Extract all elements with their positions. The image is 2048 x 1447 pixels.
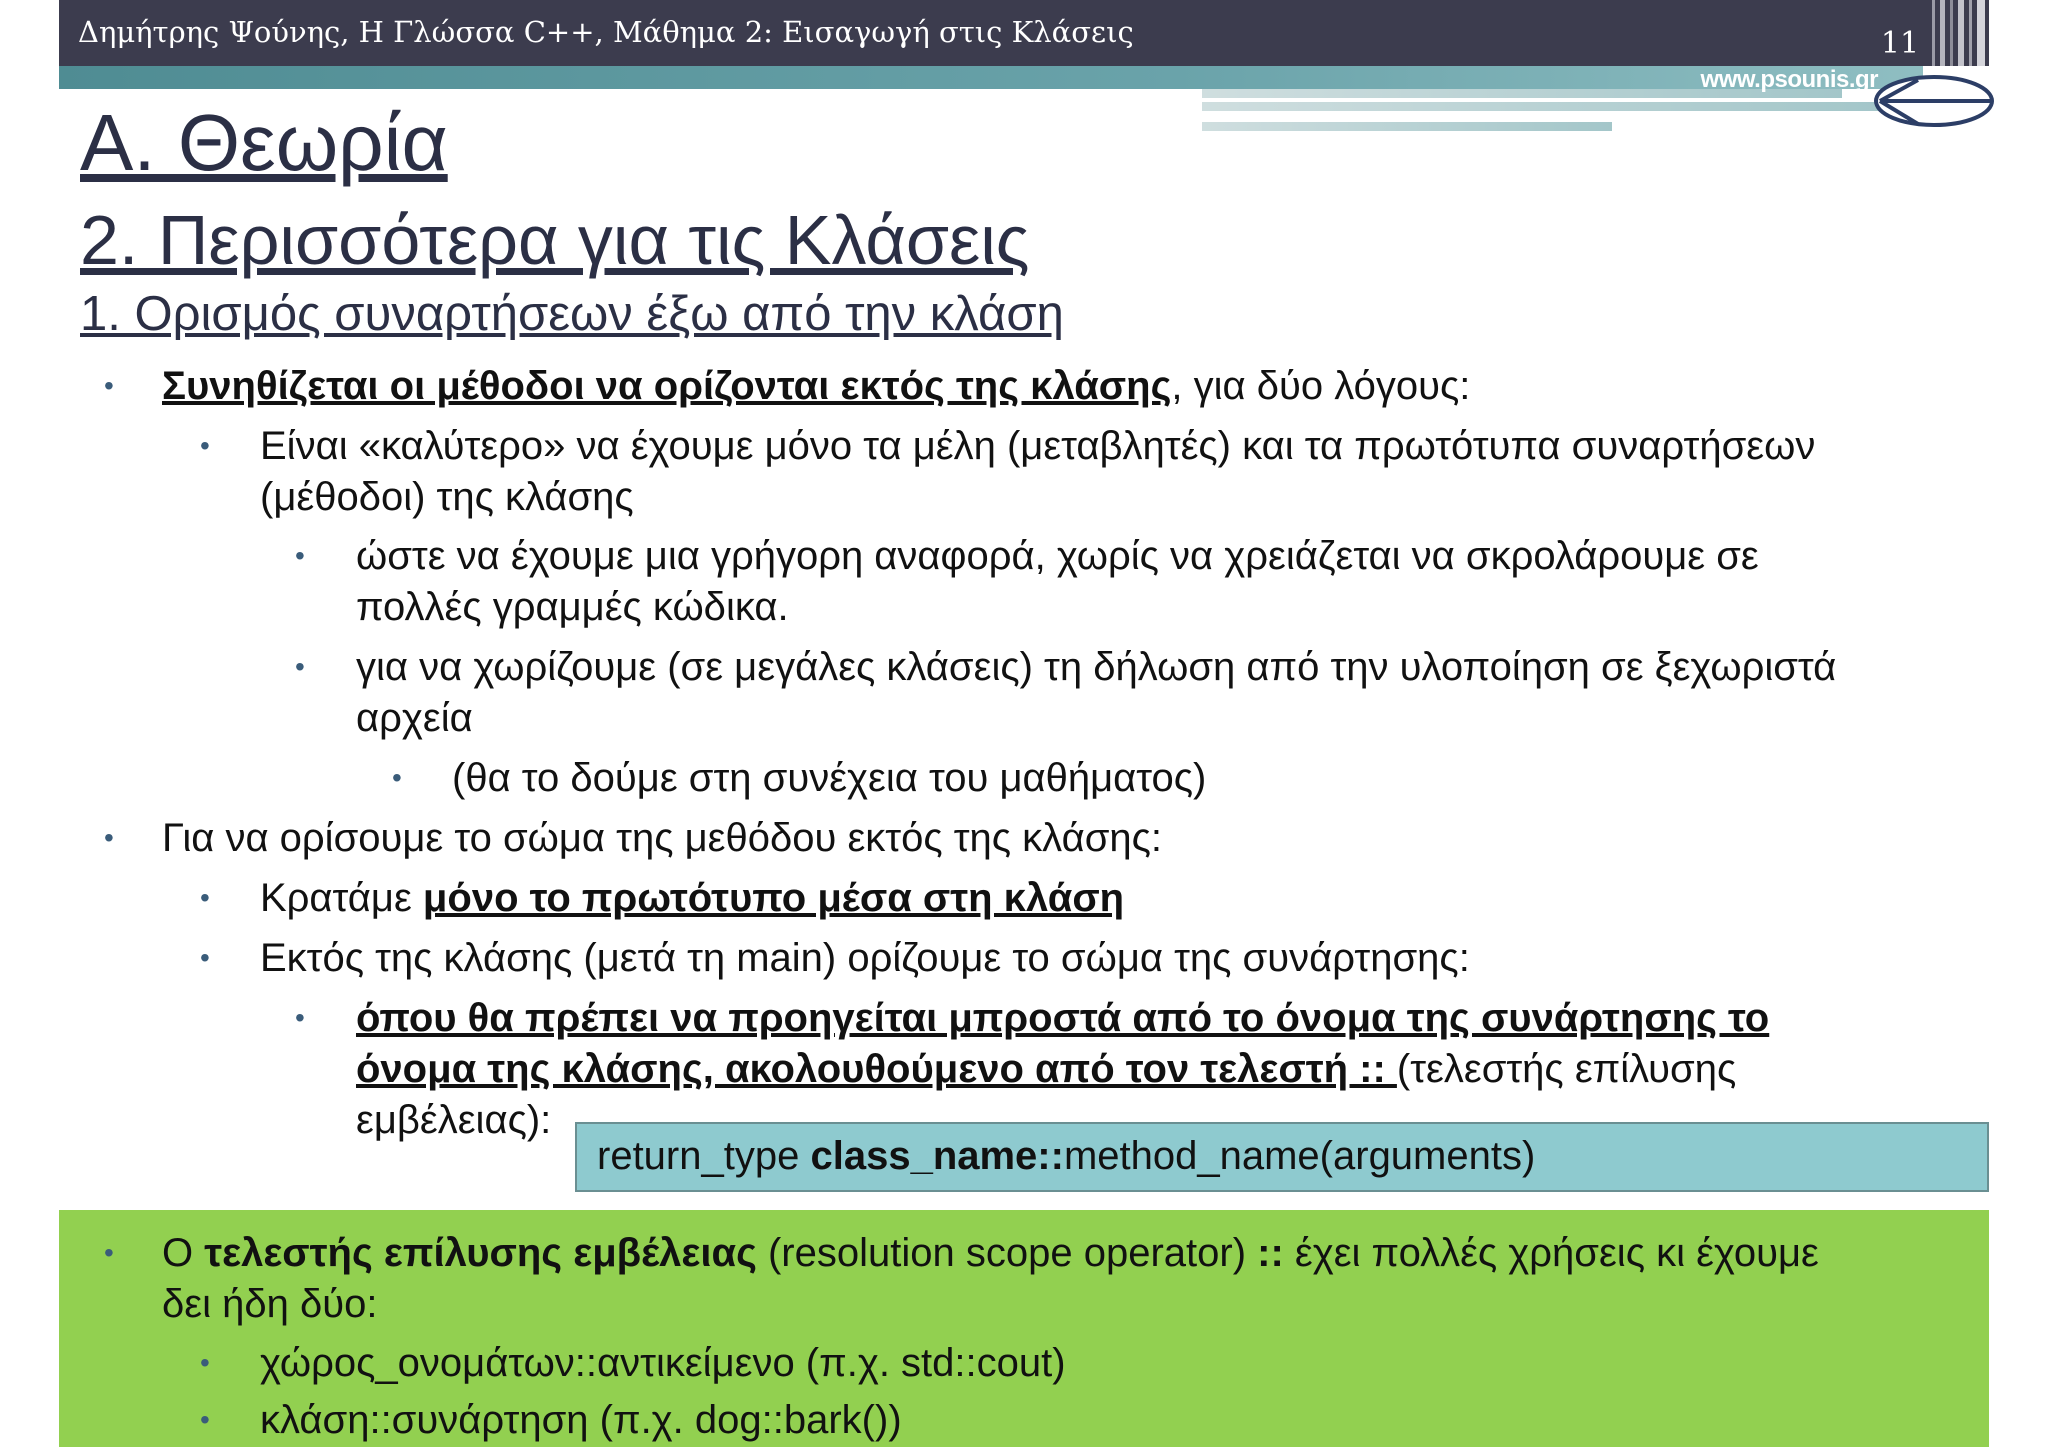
bullet-item-line: (θα το δούμε στη συνέχεια του μαθήματος) [452, 756, 1207, 800]
syntax-text [597, 1130, 1535, 1182]
bullet-icon: • [200, 1404, 210, 1435]
note-line: δει ήδη δύο: [162, 1282, 378, 1326]
emphasis-text: τελεστής επίλυσης εμβέλειας [204, 1231, 757, 1275]
bullet-icon: • [295, 1002, 305, 1033]
bullet-icon: • [295, 540, 305, 571]
bullet-item [356, 1043, 1736, 1095]
bullet-text: (τελεστής επίλυσης [1396, 1047, 1737, 1091]
bullet-icon: • [200, 430, 210, 461]
header-accent-band [59, 66, 1923, 89]
bullet-text: , για δύο λόγους: [1171, 364, 1471, 408]
emphasis-text: μόνο το πρωτότυπο μέσα στη κλάση [422, 876, 1125, 920]
decorative-bar [1202, 122, 1612, 131]
emphasis-text: όπου θα πρέπει να προηγείται μπροστά από το όνομα της συνάρτησης το [356, 996, 1770, 1040]
note-item: κλάση::συνάρτηση (π.χ. dog::bark()) [260, 1398, 902, 1442]
bullet-text: Κρατάμε [260, 876, 423, 920]
operator-text: :: [1257, 1231, 1284, 1275]
note-text: έχει πολλές χρήσεις κι έχουμε [1283, 1231, 1819, 1275]
psounis-logo-icon [1870, 66, 1998, 132]
scope-operator-note [59, 1210, 1989, 1447]
header-stripes-decoration [1922, 0, 1992, 66]
syntax-part: class_name:: [810, 1134, 1064, 1178]
header-bar [59, 0, 1989, 66]
bullet-item [260, 872, 1124, 924]
emphasis-text: όνομα της κλάσης, ακολουθούμενο από τον τελεστή :: [356, 1047, 1397, 1091]
subsection-title: 2. Περισσότερα για τις Κλάσεις [80, 201, 1030, 279]
syntax-part: method_name(arguments) [1063, 1134, 1536, 1178]
bullet-item-line: ώστε να έχουμε μια γρήγορη αναφορά, χωρίς να χρειάζεται να σκρολάρουμε σε [356, 534, 1759, 578]
syntax-box [575, 1122, 1989, 1192]
bullet-icon: • [104, 822, 114, 853]
note-text: Ο [162, 1231, 205, 1275]
note-line [162, 1227, 1819, 1279]
bullet-item-line: Για να ορίσουμε το σώμα της μεθόδου εκτός της κλάσης: [162, 816, 1163, 860]
page-number: 11 [1880, 26, 1920, 61]
emphasis-text: Συνηθίζεται οι μέθοδοι να ορίζονται εκτός της κλάσης [162, 364, 1172, 408]
bullet-icon: • [295, 651, 305, 682]
bullet-icon: • [392, 762, 402, 793]
bullet-item-line: για να χωρίζουμε (σε μεγάλες κλάσεις) τη δήλωση από την υλοποίηση σε ξεχωριστά [356, 645, 1837, 689]
decorative-bar [1202, 102, 1882, 111]
note-text: (resolution scope operator) [756, 1231, 1258, 1275]
site-url: www.psounis.gr [1700, 66, 1878, 93]
bullet-icon: • [200, 1347, 210, 1378]
bullet-icon: • [200, 942, 210, 973]
bullet-item [162, 360, 1470, 412]
bullet-item-line: πολλές γραμμές κώδικα. [356, 585, 789, 629]
bullet-item-line: εμβέλειας): [356, 1098, 552, 1142]
bullet-icon: • [104, 370, 114, 401]
bullet-icon: • [200, 882, 210, 913]
bullet-item-line: Είναι «καλύτερο» να έχουμε μόνο τα μέλη (μεταβλητές) και τα πρωτότυπα συναρτήσεων [260, 424, 1816, 468]
bullet-item-line: αρχεία [356, 696, 473, 740]
note-item: χώρος_ονομάτων::αντικείμενο (π.χ. std::cout) [260, 1341, 1066, 1385]
bullet-item-line: (μέθοδοι) της κλάσης [260, 475, 634, 519]
bullet-icon: • [104, 1237, 114, 1268]
section-title: Α. Θεωρία [80, 98, 448, 187]
header-title: Δημήτρης Ψούνης, Η Γλώσσα C++, Μάθημα 2: Εισαγωγή στις Κλάσεις [78, 15, 1134, 49]
bullet-item-line: Εκτός της κλάσης (μετά τη main) ορίζουμε το σώμα της συνάρτησης: [260, 936, 1470, 980]
topic-title: 1. Ορισμός συναρτήσεων έξω από την κλάση [80, 287, 1064, 341]
syntax-part: return_type [597, 1134, 811, 1178]
